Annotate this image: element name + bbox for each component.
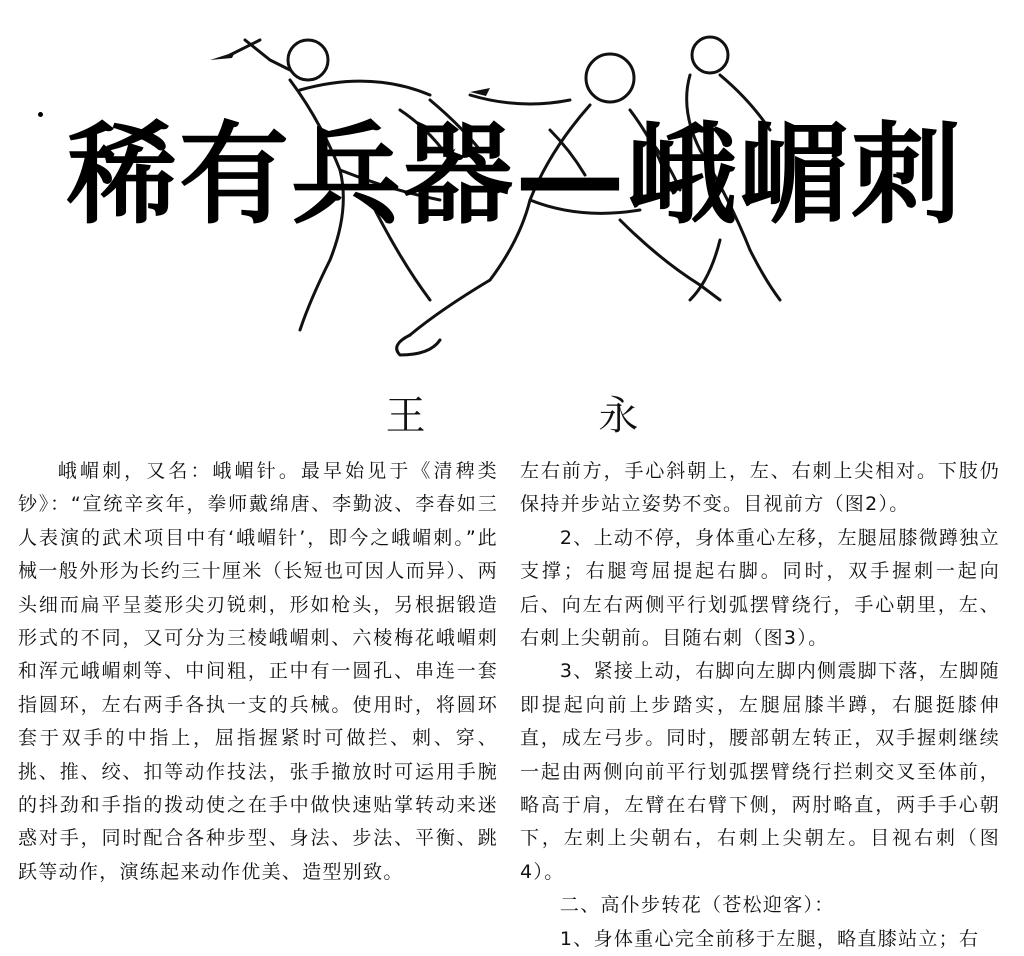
column-gap — [509, 455, 510, 895]
left-column — [18, 455, 498, 889]
right-column — [520, 455, 1000, 956]
right-paragraph-1: 左右前方，手心斜朝上，左、右刺上尖相对。下肢仍保持并步站立姿势不变。目视前方（图2）。 — [520, 460, 1000, 516]
right-paragraph-4: 1、身体重心完全前移于左腿，略直膝站立；右 — [559, 927, 980, 950]
section-heading: 二、高仆步转花（苍松迎客）： — [559, 894, 835, 917]
author-name: 王 永 — [385, 393, 719, 439]
right-paragraph-2: 2、上动不停，身体重心左移，左腿屈膝微蹲独立支撑；右腿弯屈提起右脚。同时，双手握刺一起向后、向左右两侧平行划弧摆臂绕行，手心朝里，左、右刺上尖朝前。目随右刺（图3）。 — [520, 526, 1000, 650]
article-title: 稀有兵器—峨嵋刺 — [67, 110, 963, 239]
ink-dot — [38, 112, 43, 117]
right-paragraph-3: 3、紧接上动，右脚向左脚内侧震脚下落，左脚随即提起向前上步踏实，左腿屈膝半蹲，右腿挺膝伸直，成左弓步。同时，腰部朝左转正，双手握刺继续一起由两侧向前平行划弧摆臂绕行拦刺交叉至体前，略高于肩，左臂在右臂下侧，两肘略直，两手手心朝下，左刺上尖朝右，右刺上尖朝左。目视右刺（图4）。 — [520, 660, 1000, 883]
left-paragraph-1: 峨嵋刺，又名：峨嵋针。最早始见于《清稗类钞》：“宣统辛亥年，拳师戴绵唐、李勤波、李春如三人表演的武术项目中有‘峨嵋针’，即今之峨嵋刺。”此械一般外形为长约三十厘米（长短也可因人而异）、两头细而扁平呈菱形尖刃锐刺，形如枪头，另根据锻造形式的不同，又可分为三棱峨嵋刺、六棱梅花峨嵋刺和浑元峨嵋刺等、中间粗，正中有一圆孔、串连一套指圆环，左右两手各执一支的兵械。使用时，将圆环套于双手的中指上，屈指握紧时可做拦、刺、穿、挑、推、绞、扣等动作技法，张手撤放时可运用手腕的抖劲和手指的拨动使之在手中做快速贴掌转动来迷惑对手，同时配合各种步型、身法、步法、平衡、跳跃等动作，演练起来动作优美、造型别致。 — [18, 460, 498, 883]
